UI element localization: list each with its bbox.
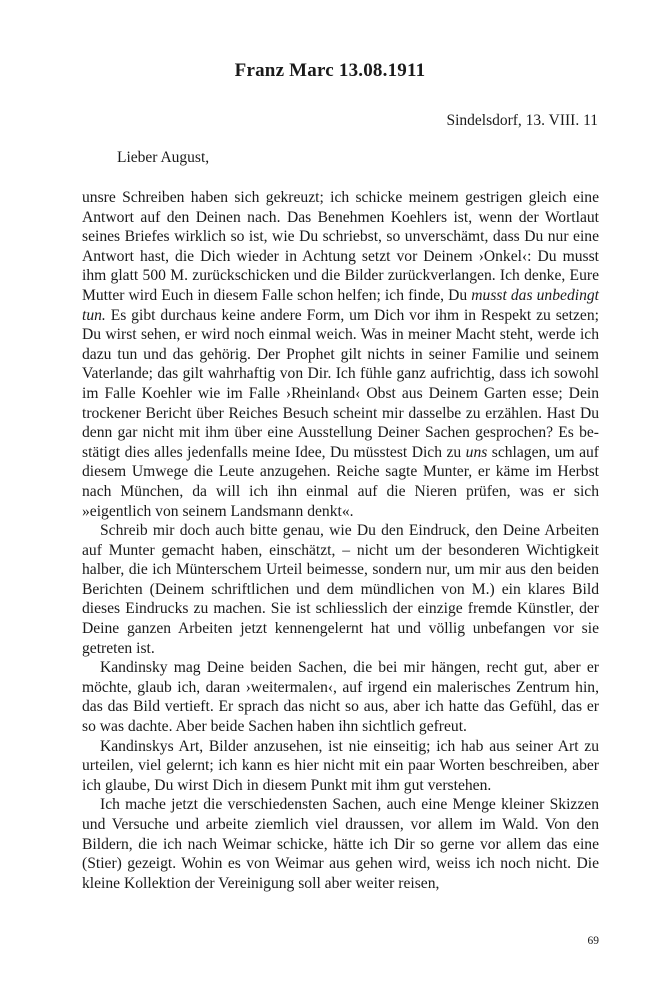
page-number: 69 bbox=[587, 935, 599, 947]
emphasized-text: uns bbox=[465, 443, 488, 461]
letter-place-date: Sindelsdorf, 13. VIII. 11 bbox=[446, 112, 598, 129]
letter-title: Franz Marc 13.08.1911 bbox=[234, 60, 426, 81]
paragraph-text: Kandinskys Art, Bilder anzusehen, ist nie einseitig; ich hab aus seiner Art zu urteilen, viel gelernt; ich kann es hier nicht mit ein paar Worten beschreiben, aber ich glaube, Du wirst Dich in diesem Punkt mit ihm gut verstehen. bbox=[82, 737, 599, 794]
letter-paragraph bbox=[82, 795, 599, 893]
paragraph-text: unsre Schreiben haben sich gekreuzt; ich schicke meinem gestrigen gleich eine Antwort auf den Deinen nach. Das Benehmen Koehlers ist, wenn der Wortlaut seines Briefes wirklich so ist, wie Du schriebst, so unverschämt, dass Du nur eine Antwort hast, die Dich wieder in Achtung setzt vor Deinem ›Onkel‹: Du musst ihm glatt 500 M. zurückschicken und die Bilder zurückverlangen. Ich denke, Eure Mutter wird Euch in diesem Falle schon helfen; ich finde, Du bbox=[82, 189, 599, 304]
paragraph-text: Ich mache jetzt die verschiedensten Sachen, auch eine Menge kleiner Skizzen und Versuche und arbeite ziemlich viel draussen, vor allem im Wald. Von den Bildern, die ich nach Weimar schicke, hätte ich Dir so gerne vor allem das eine (Stier) gezeigt. Wohin es von Weimar aus gehen wird, weiss ich noch nicht. Die kleine Kollektion der Vereinigung soll aber weiter reisen, bbox=[82, 796, 599, 892]
paragraph-text: schlagen, um auf diesem Umwege die Leute anzugehen. Reiche sagte Munter, er käme im Herbst nach München, da will ich ihn einmal auf die Nieren prüfen, was er sich »eigentlich von seinem Landsmann denkt«. bbox=[82, 443, 599, 520]
letter-paragraph bbox=[82, 188, 599, 521]
letter-paragraph bbox=[82, 658, 599, 736]
paragraph-text: Es gibt durchaus keine andere Form, um Dich vor ihm in Respekt zu setzen; Du wirst sehen, er wird noch einmal weich. Was in meiner Macht steht, werde ich dazu tun und das gehörig. Der Prophet gilt nichts in seiner Familie und seinem Vaterlande; das gilt wahrhaftig von Dir. Ich fühle ganz aufrichtig, dass ich sowohl im Falle Koehler wie im Falle ›Rheinland‹ Obst aus Deinem Garten esse; Dein trockener Bericht über Reiches Besuch scheint mir dasselbe zu erzählen. Hast Du denn gar nicht mit ihm über eine Ausstellung Deiner Sachen gesprochen? Es bestätigt dies alles jedenfalls meine Idee, Du müsstest Dich zu bbox=[82, 306, 599, 461]
letter-salutation: Lieber August, bbox=[117, 149, 210, 166]
paragraph-text: Kandinsky mag Deine beiden Sachen, die bei mir hängen, recht gut, aber er möchte, glaub ich, daran ›weitermalen‹, auf irgend ein malerisches Zentrum hin, das das Bild vertieft. Er sprach das nicht so aus, aber ich hatte das Gefühl, das er so was dachte. Aber beide Sachen haben ihn sichtlich gefreut. bbox=[82, 659, 599, 736]
emphasized-text: musst das unbedingt tun. bbox=[82, 286, 600, 324]
letter-paragraph bbox=[82, 737, 599, 796]
paragraph-text: Schreib mir doch auch bitte genau, wie Du den Eindruck, den Deine Arbeiten auf Munter gemacht haben, einschätzt, – nicht um der besonderen Wichtigkeit halber, die ich Münterschem Urteil beimesse, sondern nur, um mir aus den beiden Berichten (Deinem schriftlichen und dem mündlichen von M.) ein klares Bild dieses Eindrucks zu machen. Sie ist schliesslich der einzige fremde Künstler, der Deine ganzen Arbeiten jetzt kennengelernt hat und völlig unbefangen vor sie getreten ist. bbox=[82, 522, 599, 657]
letter-paragraph bbox=[82, 521, 599, 658]
letter-body bbox=[82, 188, 599, 893]
